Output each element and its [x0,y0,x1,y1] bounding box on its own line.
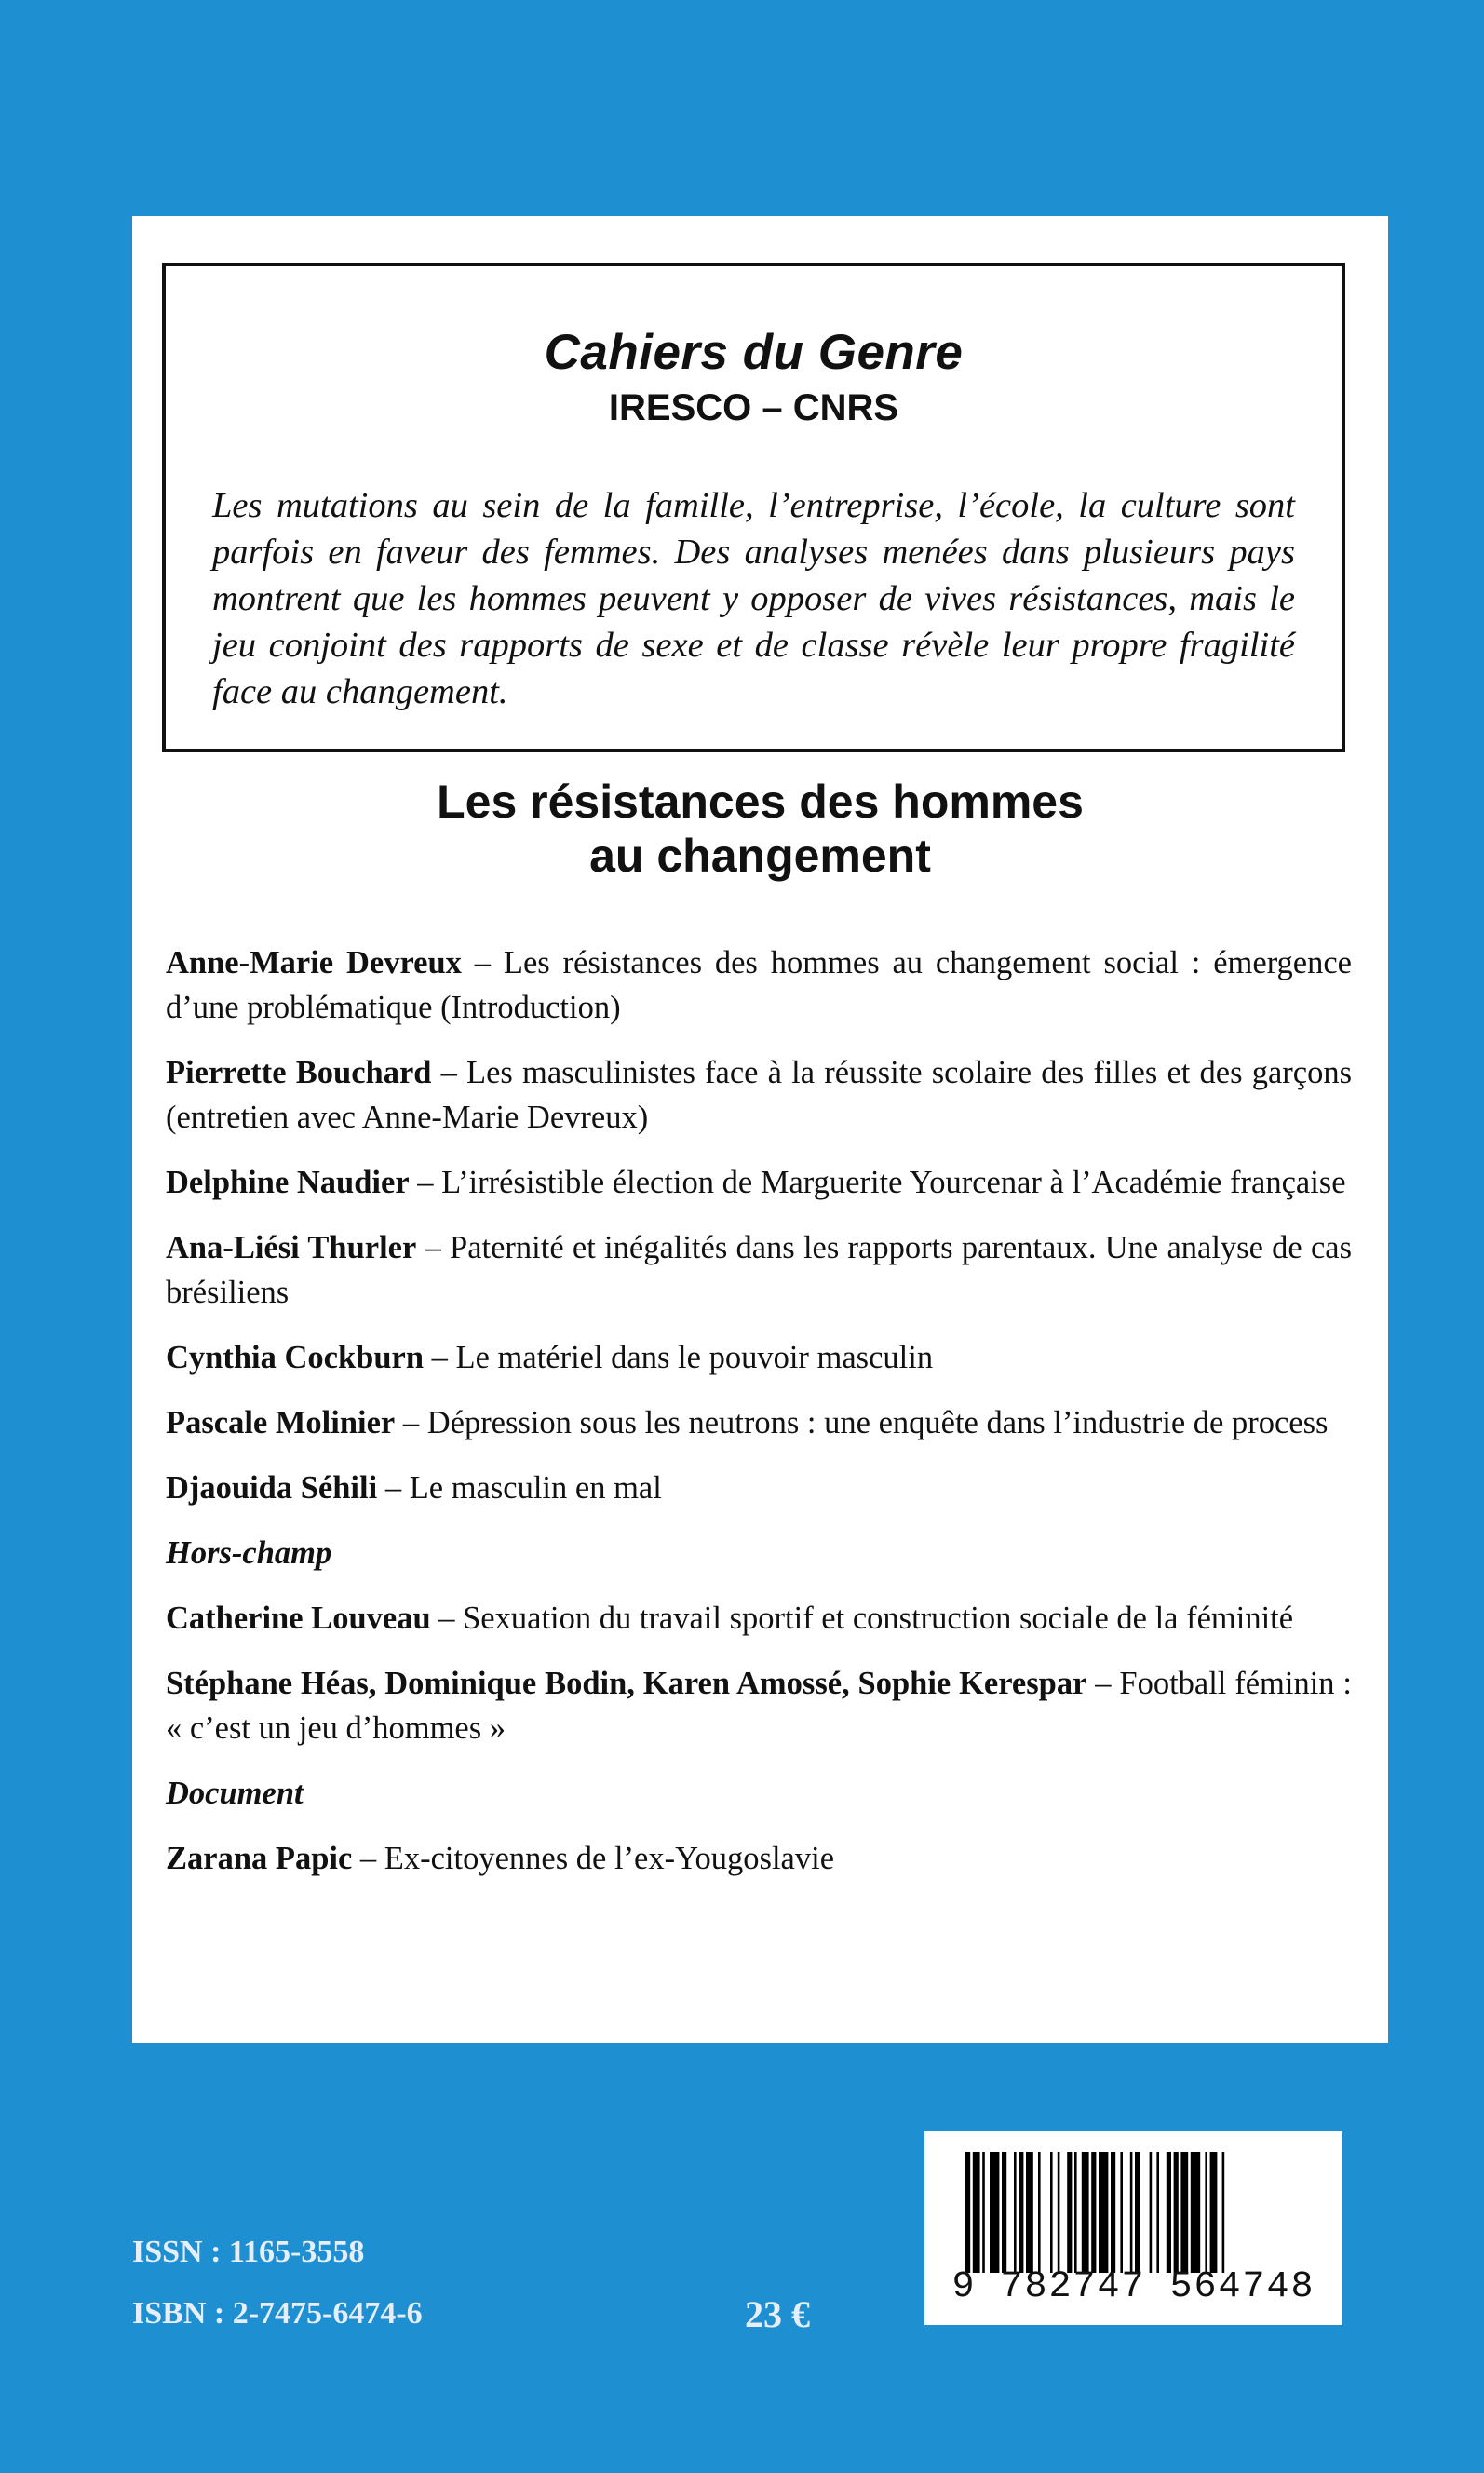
barcode-digits: 9 782747 564748 [951,2266,1315,2308]
barcode-bar [1058,2152,1060,2273]
barcode-bar [1002,2152,1006,2273]
issue-title [132,775,1388,883]
barcode-bar [1050,2152,1053,2273]
toc-title: – Dépression sous les neutrons : une enquête dans l’industrie de process [395,1405,1329,1440]
table-of-contents [166,940,1352,1901]
toc-entry [166,1335,1352,1380]
toc-author: Delphine Naudier [166,1165,410,1200]
issn-label: ISSN : 1165-3558 [132,2235,365,2269]
toc-author: Cynthia Cockburn [166,1340,425,1375]
price-label: 23 € [745,2293,810,2335]
toc-entry [166,1160,1352,1205]
toc-author: Pascale Molinier [166,1405,396,1440]
barcode-bar [1222,2152,1225,2273]
barcode-bar [1156,2152,1159,2273]
toc-author: Djaouida Séhili [166,1470,378,1506]
series-blurb: Les mutations au sein de la famille, l’entreprise, l’école, la culture sont parfois en faveur des femmes. Des analyses menées dans plusieurs pays montrent que les hommes peuvent y opposer de vives résistances, mais le jeu conjoint des rapports de sexe et de classe révèle leur propre fragilité face au changement. [212,486,1295,711]
toc-section-heading: Document [166,1776,304,1811]
barcode-bar [1130,2152,1133,2273]
barcode-bar [1174,2152,1179,2273]
barcode-bar [1082,2152,1089,2273]
barcode-bar [1135,2152,1140,2273]
content-panel [132,216,1388,2043]
barcode-bar [973,2152,980,2273]
barcode-bar [1099,2152,1108,2273]
barcode-bar [1167,2152,1171,2273]
barcode-bar [1014,2152,1017,2273]
toc-entry [166,1466,1352,1510]
toc-author: Zarana Papic [166,1841,353,1876]
toc-entry [166,1225,1352,1315]
toc-title: – Ex-citoyennes de l’ex-Yougoslavie [352,1841,835,1876]
toc-author: Pierrette Bouchard [166,1055,432,1090]
barcode-bar [965,2152,970,2273]
toc-title: – Football féminin : « c’est un jeu d’hommes » [166,1666,1352,1746]
barcode-bar [990,2152,999,2273]
toc-title: – Le matériel dans le pouvoir masculin [424,1340,934,1375]
toc-author: Catherine Louveau [166,1601,431,1636]
barcode-bar [1180,2152,1188,2273]
toc-entry [166,940,1352,1030]
barcode-bar [1038,2152,1041,2273]
series-frame [162,263,1345,752]
barcode-bar [1120,2152,1123,2273]
barcode [924,2131,1342,2325]
toc-entry [166,1596,1352,1641]
toc-title: – Les résistances des hommes au changement social : émergence d’une problématique (Introduction) [166,945,1352,1025]
barcode-bar [1205,2152,1207,2273]
isbn-label: ISBN : 2-7475-6474-6 [132,2296,423,2331]
barcode-bar [1026,2152,1033,2273]
toc-section-heading: Hors-champ [166,1535,332,1571]
toc-title: – Paternité et inégalités dans les rapports parentaux. Une analyse de cas brésiliens [166,1230,1352,1310]
barcode-bar [1210,2152,1218,2273]
barcode-bar [1074,2152,1077,2273]
series-title: Cahiers du Genre [544,325,964,380]
toc-title: – L’irrésistible élection de Marguerite Yourcenar à l’Académie française [409,1165,1346,1200]
toc-author: Stéphane Héas, Dominique Bodin, Karen Amossé, Sophie Kerespar [166,1666,1087,1701]
toc-entry [166,1400,1352,1445]
toc-title: – Sexuation du travail sportif et construction sociale de la féminité [430,1601,1294,1636]
toc-entry [166,1050,1352,1140]
barcode-bar [1111,2152,1115,2273]
barcode-bar [982,2152,985,2273]
toc-title: – Les masculinistes face à la réussite scolaire des filles et des garçons (entretien avec Anne-Marie Devreux) [166,1055,1353,1135]
barcode-bar [1150,2152,1153,2273]
series-subtitle: IRESCO – CNRS [608,387,899,428]
toc-entry [166,1661,1352,1750]
barcode-bar [1067,2152,1072,2273]
barcode-bar [1191,2152,1200,2273]
toc-title: – Le masculin en mal [377,1470,662,1506]
barcode-bar [1091,2152,1096,2273]
issue-title-line-2: au changement [589,830,931,882]
toc-entry [166,1836,1352,1881]
barcode-bar [1019,2152,1023,2273]
toc-author: Anne-Marie Devreux [166,945,462,980]
issue-title-line-1: Les résistances des hommes [437,776,1084,828]
toc-author: Ana-Liési Thurler [166,1230,417,1265]
